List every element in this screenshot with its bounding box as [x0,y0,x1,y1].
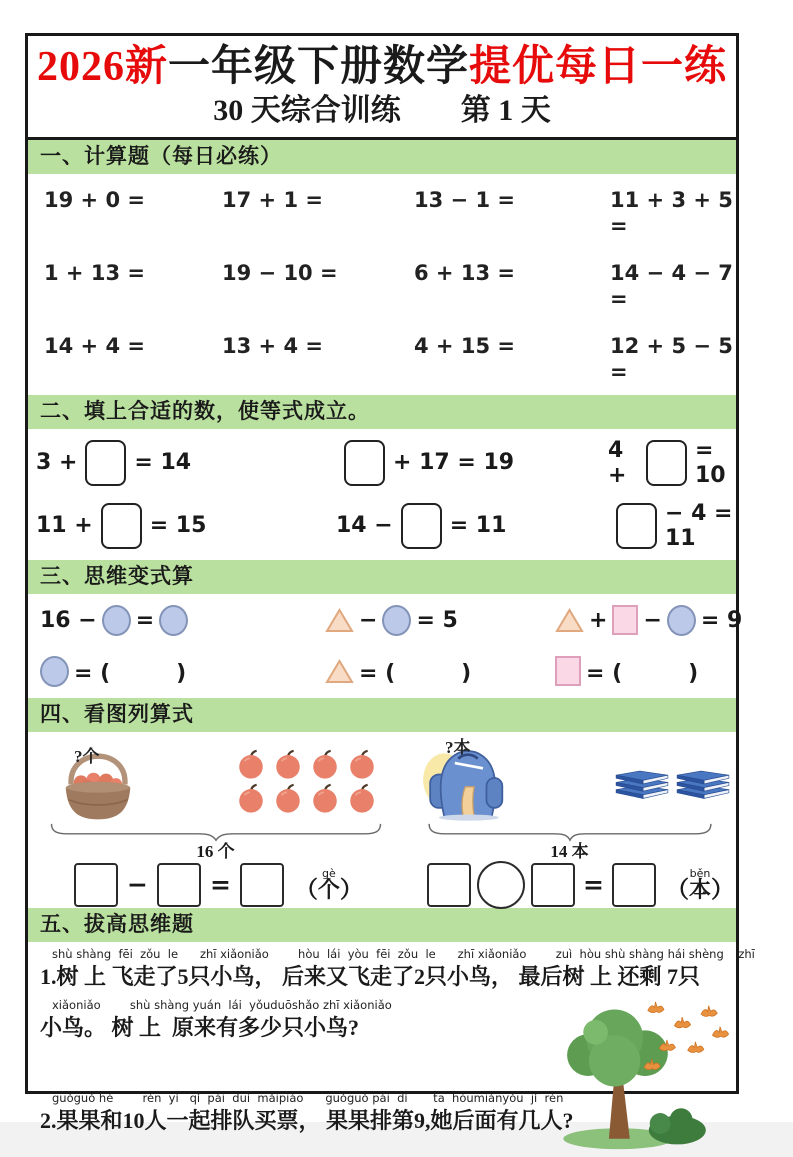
underbrace [403,822,736,842]
pink-square-shape [612,605,638,635]
unit-char: 本 [688,877,711,903]
answer-box[interactable] [531,863,575,907]
calc-grid [28,174,736,395]
fill-pre: 4 + [608,437,627,488]
section1-heading: 一、计算题（每日必练） [40,144,282,168]
answer-box[interactable] [616,503,657,549]
problem1-pinyin-line1: shù shàng fēi zǒu le zhī xiǎoniǎo hòu lái yòu fēi zǒu le zhī xiǎoniǎo zuì hòu shù shàng hái shèng zhī [52,946,755,961]
apple-icon [308,748,342,780]
shape-equation-1 [40,605,325,636]
eq-text: − [359,607,378,633]
close-paren: ） [710,877,734,903]
fill-post: = 11 [449,513,507,539]
section4-header [28,698,736,732]
eq-text: + [589,607,608,633]
unit-label [295,868,363,901]
apple-icon [345,782,379,814]
operator-circle[interactable] [477,861,525,909]
fill-problem [336,503,608,549]
section5-header [28,908,736,942]
apples-group [234,748,382,816]
shape-legend-circle [40,656,325,687]
title-black-middle: 一年级下册数学 [167,44,469,90]
answer-box[interactable] [240,863,284,907]
fill-post: + 17 = 19 [393,450,515,476]
answer-box[interactable] [401,503,442,549]
open-paren: （ [294,877,318,903]
calc-problem: 4 + 15 = [414,333,515,358]
fill-pre: 14 − [336,513,393,539]
worksheet-frame [25,33,755,1133]
fill-problem [608,501,736,551]
fill-problem [36,503,336,549]
fill-pre: 11 + [36,513,93,539]
books-total-label: 14 本 [550,841,589,861]
pink-square-shape [555,656,581,686]
blue-circle-shape [40,656,69,687]
eq-text: − [643,607,662,633]
backpack-question-label: ?本 [445,737,471,757]
apples-picture [28,734,403,822]
section4-heading: 四、看图列算式 [40,702,194,726]
apples-problem [28,734,403,908]
title-block [28,36,736,140]
fill-problem [36,440,336,486]
section3-heading: 三、思维变式算 [40,564,194,588]
answer-box[interactable] [74,863,118,907]
fill-post: = 14 [134,450,192,476]
section1-header [28,140,736,174]
section2-heading: 二、填上合适的数，使等式成立。 [40,399,370,423]
eq-text: = 5 [416,607,458,633]
unit-pinyin: gè [322,867,336,881]
calc-problem: 11 + 3 + 5 = [610,187,733,238]
legend-blank: = ( ) [586,660,699,686]
apples-total-label: 16 个 [196,841,235,861]
equals-operator: = [209,870,231,900]
triangle-shape [325,607,354,633]
apple-icon [345,748,379,780]
triangle-shape [555,607,584,633]
unit-label [666,868,734,901]
shape-equation-3 [555,605,742,636]
calc-problem: 19 + 0 = [44,187,145,212]
shape-grid [28,594,743,698]
apples-equation [74,862,403,908]
picture-problems [28,732,736,908]
basket-question-label: ?个 [74,746,100,766]
books-picture [403,734,736,822]
minus-operator: − [127,870,148,900]
blue-circle-shape [102,605,131,636]
books-equation [427,862,736,908]
calc-problem: 13 + 4 = [222,333,323,358]
apple-icon [308,782,342,814]
eq-text: 16 − [40,607,97,633]
word-problems [28,942,755,1136]
worksheet-subtitle: 30 天综合训练 第 1 天 [213,94,551,128]
section3-header [28,560,736,594]
section2-header [28,395,736,429]
answer-box[interactable] [646,440,687,486]
answer-box[interactable] [101,503,142,549]
underbrace [28,822,403,842]
apple-icon [234,748,268,780]
problem2-pinyin: guǒguǒ hé rén yì qǐ pái duì mǎipiào guǒguǒ pái dì tā hòumiànyǒu jǐ rén [52,1090,564,1105]
calc-problem: 14 + 4 = [44,333,145,358]
blue-circle-shape [667,605,696,636]
legend-blank: = ( ) [359,660,472,686]
worksheet-title [28,42,736,92]
answer-box[interactable] [344,440,385,486]
fill-post: = 15 [149,513,207,539]
fill-post: − 4 = 11 [665,500,733,551]
answer-box[interactable] [427,863,471,907]
eq-text: = [135,607,155,633]
problem1-text-line1: 1.树 上 飞走了5只小鸟， 后来又飞走了2只小鸟， 最后树 上 还剩 7只 [40,963,701,989]
calc-problem: 6 + 13 = [414,260,515,285]
title-red-prefix: 2026新 [36,44,168,90]
calc-problem: 17 + 1 = [222,187,323,212]
calc-problem: 13 − 1 = [414,187,515,212]
book-stack-icon [674,762,732,808]
fill-problem [336,440,608,486]
answer-box[interactable] [612,863,656,907]
problem2-text: 2.果果和10人一起排队买票， 果果排第9,她后面有几人? [40,1107,574,1133]
fill-grid [28,429,736,560]
shape-equation-2 [325,605,555,636]
equals-operator: = [583,870,604,900]
blue-circle-shape [382,605,411,636]
answer-box[interactable] [85,440,126,486]
fill-post: = 10 [694,437,726,488]
book-stack-icon [613,762,671,808]
fill-pre: 3 + [36,450,78,476]
unit-char: 个 [317,877,340,903]
fill-problem [608,438,736,488]
problem1-text-line2: 小鸟。 树 上 原来有多少只小鸟? [40,1014,360,1040]
apple-icon [271,782,305,814]
section5-heading: 五、拔高思维题 [40,912,194,936]
books-problem [403,734,736,908]
shape-legend-square [555,656,742,687]
shape-legend-triangle [325,656,555,687]
close-paren: ） [339,877,363,903]
blue-circle-shape [159,605,188,636]
apple-icon [271,748,305,780]
calc-problem: 19 − 10 = [222,260,338,285]
eq-text: = 9 [700,607,743,633]
legend-blank: = ( ) [74,660,187,686]
title-red-suffix: 提优每日一练 [469,44,728,90]
open-paren: （ [665,877,689,903]
calc-problem: 1 + 13 = [44,260,145,285]
calc-problem: 12 + 5 − 5 = [610,333,733,384]
answer-box[interactable] [157,863,201,907]
apple-icon [234,782,268,814]
books-group [613,762,732,808]
unit-pinyin: běn [689,867,711,881]
triangle-shape [325,658,354,684]
calc-problem: 14 − 4 − 7 = [610,260,733,311]
problem1-pinyin-line2: xiǎoniǎo shù shàng yuán lái yǒuduōshǎo zhī xiǎoniǎo [52,997,392,1012]
